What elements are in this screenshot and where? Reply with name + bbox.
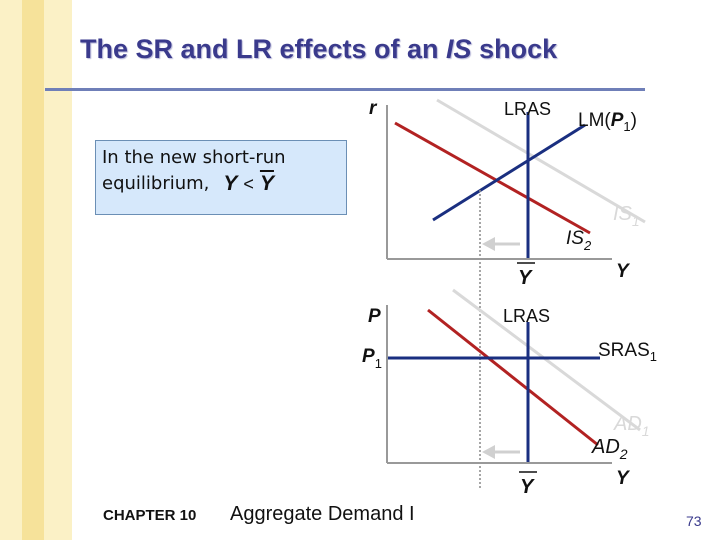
title-text-end: shock [471,34,558,64]
lm-label: $LM(P_1)$ [578,110,637,134]
ineq-operator: < [243,174,254,194]
top-graph [369,98,645,490]
ad1-label: $AD_1$ [614,413,650,439]
ad2-curve [428,310,598,445]
sras-label: $SRAS_1$ [598,340,657,364]
lras-label-bottom: LRAS [503,306,551,326]
chapter-label: CHAPTER 10 [103,507,197,524]
shift-arrow-head-bottom [482,445,495,459]
top-y-axis-label: r [369,98,377,119]
is1-label: $IS_1$ [613,203,640,229]
callout-line-1: In the new short-run [102,147,286,168]
page-number: 73 [686,513,702,529]
lras-label-top: LRAS [504,99,552,119]
title-text: The SR and LR effects of an [80,34,447,64]
ad2-label: $AD_2$ [592,436,628,462]
chapter-title: Aggregate Demand I [230,503,415,525]
natural-output-label-top: Y [518,267,532,289]
ineq-right: $\overline{Y}$ [259,172,274,195]
bottom-x-axis-label: Y [616,468,629,489]
title-italic-text: IS [446,34,472,64]
callout-line-2-text: equilibrium, [102,173,210,194]
ineq-left: Y [223,172,238,195]
p1-label: $P_1$ [362,346,382,371]
output-inequality [223,171,274,197]
top-x-axis-label: Y [616,261,629,282]
shift-arrow-head-top [482,237,495,251]
is2-label: $IS_2$ [566,228,592,253]
bottom-y-axis-label: P [368,306,381,327]
bottom-graph [362,290,657,498]
callout-line-2 [102,171,340,197]
callout-box [95,140,347,215]
natural-output-label-bottom: Y [520,476,534,498]
